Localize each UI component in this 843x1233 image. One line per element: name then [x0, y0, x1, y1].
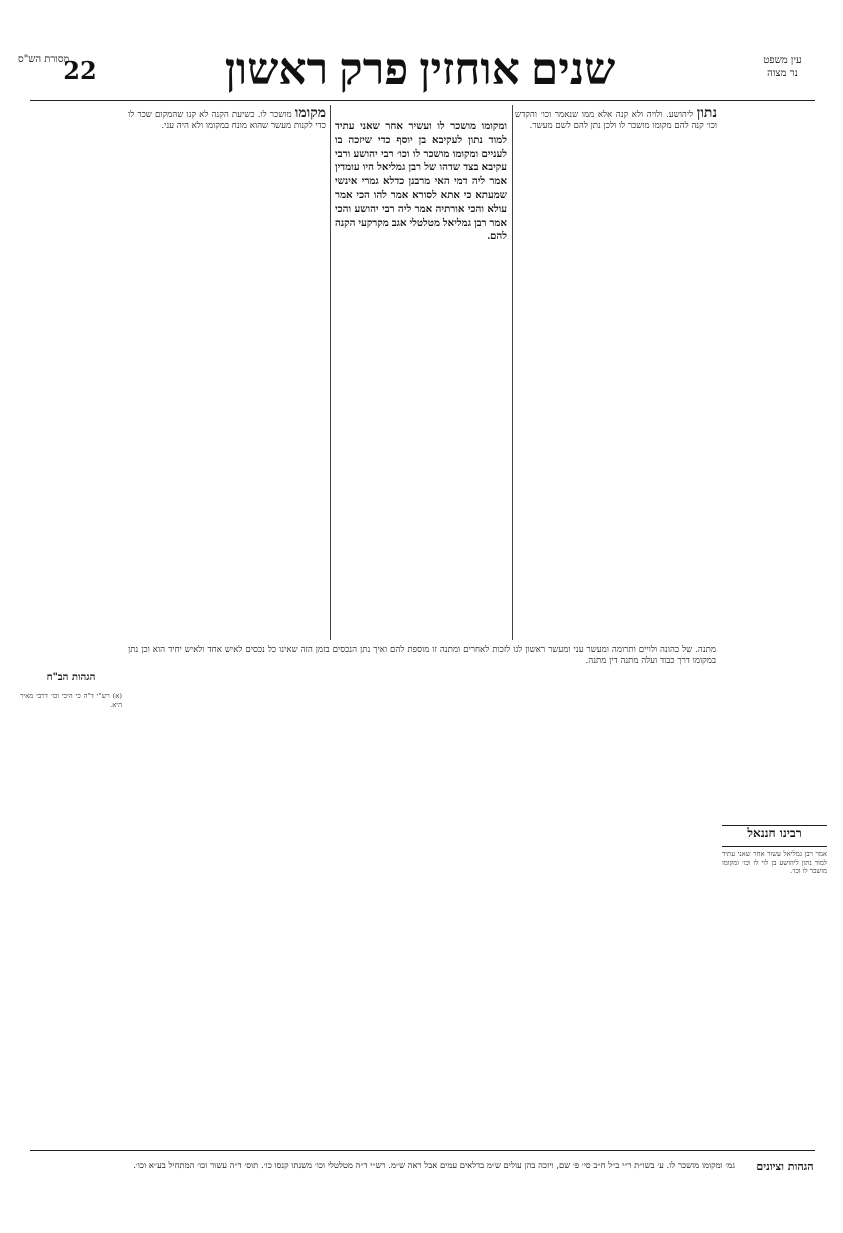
ein-mishpat-label	[735, 54, 830, 88]
rashi-heading: נתון	[696, 108, 717, 121]
tosafot-heading: מקומו	[294, 108, 326, 121]
gemara-text: ומקומו מושכר לו ועשיר אחר שאני עתיד למוד נתון לעקיבא בן יוסף כדי שיזכה בו לעניים ומקומו מושכר לו וכו׳ רבי יהושע ורבי עקיבא בצד שדהו של רבן גמליאל היו עומדין אמר ליה דמי האי מרבנן כדלא גמרי אינשי שמעתא כי אתא לסורא אמר להו הכי אמר עולא והכי אורתיה אמר ליה רבי יהושע והכי אמר רבן גמליאל מטלטלי אגב מקרקעי הקנה להם.	[335, 121, 507, 243]
ein-mishpat-column	[722, 108, 827, 308]
column-divider-left	[330, 105, 331, 640]
masoret-hashas-label: מסורת הש"ס	[18, 54, 70, 65]
footer-label: הגהות וציונים	[756, 1160, 814, 1173]
rashi-text: ליהושע. ולויה ולא קנה אלא ממו שנאמר וכו׳ והקדש וכו׳ קנה להם מקומו מושכר לו ולכן נתן להם לשם מעשר.	[515, 110, 717, 132]
hagahot-habach-header	[20, 672, 122, 690]
rashi-column	[515, 108, 717, 633]
bottom-commentary: מתנה. של כהונה ולויים ותרומה ומעשר עני ומעשר ראשון לנו לזכות לאחרים ומתנה זו מוספת להם ואיך נתן הנכסים בזמן הזה שאינו כל נכסים לאיש אחד ולאיש יחיד הוא וכן נתן במקומו דרך כבוד ועלה מתנה דין מתנה.	[128, 645, 716, 667]
footer-text: גמ׳ ומקומו מושכר לו. ע׳ בשו״ת ר״י ב״ל ח״ב סי׳ פ׳ שם, ויזכה בהן עולים ש״מ בדלאים עמים אבל ראה ש״מ. רש״י ד״ה מטלטלי וכו׳ משנתו קנסו כו׳. תוס׳ ד״ה עשור וכו׳ המתחיל בע״א וכו׳.	[133, 1160, 735, 1170]
ein-mishpat-label-bottom: נר מצוה	[767, 68, 798, 79]
page-title: שנים אוחזין פרק ראשון	[224, 45, 616, 94]
rabbeinu-chananel-title: רבינו חננאל	[747, 826, 802, 840]
rabbeinu-chananel-header	[722, 825, 827, 847]
column-divider-right	[512, 105, 513, 640]
hagahot-habach-text: (א) רש"י ד"ה כי היכי וכו׳ דרבי מאיר היא.	[20, 692, 122, 709]
rabbeinu-chananel-text: אמר רבן גמליאל עשור אחר שאני עתיד למוד נתון ליהושע בן לוי לו וכו׳ ומקומו מושכר לו וכו׳.	[722, 850, 827, 876]
tosafot-text: מושכר לו. כשיעת הקנה לא קנו שהמקום שכר לו כדי לקנות מעשר שהוא מונח במקומו ולא היה עני.	[128, 110, 326, 132]
ein-mishpat-label-top: עין משפט	[763, 55, 802, 66]
page-number: 22	[63, 56, 97, 85]
header-rule	[30, 100, 815, 101]
hagahot-habach-title: הגהות הב"ח	[46, 672, 96, 683]
footer-rule	[30, 1150, 815, 1151]
tosafot-column	[128, 108, 326, 633]
